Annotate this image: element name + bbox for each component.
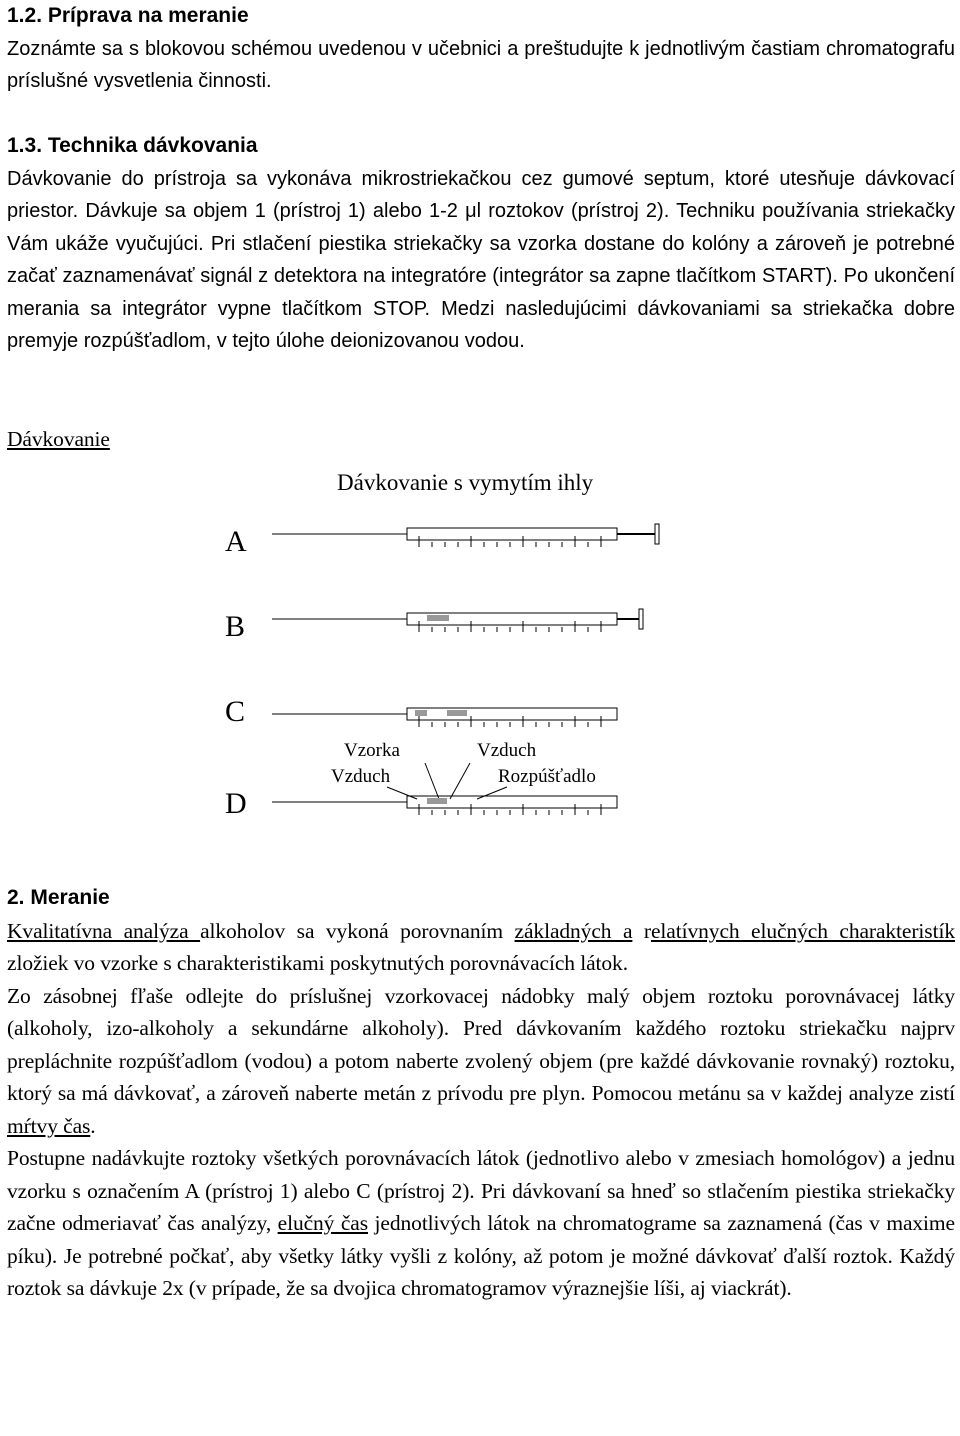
step-b-label: B: [225, 610, 246, 643]
measurement-p1-text-3: zložiek vo vzorke s charakteristikami poskytnutých porovnávacích látok.: [7, 951, 628, 975]
dosing-figure: [7, 423, 955, 863]
section-measurement: [7, 882, 955, 1305]
technique-sentence-3: Pri stlačení piestika striekačky sa vzorka dostane do kolóny a zároveň je potrebné začať zaznamenávať signál z detektora na integratóre (integrátor sa zapne tlačítkom START).: [7, 232, 956, 287]
measurement-p2-end: .: [90, 1113, 96, 1138]
measurement-p3-sentence-4: Je potrebné počkať, aby všetky látky vyšli z kolóny, až potom je možné dávkovať ďalší roztok.: [63, 1243, 893, 1268]
step-d-label: D: [225, 787, 247, 820]
syringe-diagram: [7, 423, 955, 863]
measurement-p3-sentence-1: Postupne nadávkujte roztoky všetkých porovnávacích látok (jednotlivo alebo v zmesiach homológov) a jednu vzorku s označením A (prístroj 1) alebo C (prístroj 2).: [7, 1146, 955, 1203]
heading-measurement: 2. Meranie: [7, 886, 110, 909]
term-qualitative-analysis: Kvalitatívna analýza: [7, 918, 201, 943]
measurement-p2-sentence-1: Zo zásobnej fľaše odlejte do príslušnej vzorkovacej nádobky malý objem roztoku porovnávacej látky (alkoholy, izo-alkoholy a sekundárne alkoholy).: [7, 983, 955, 1040]
section-preparation: [7, 0, 955, 98]
section-technique: [7, 130, 955, 358]
figure-title: Dávkovanie s vymytím ihly: [337, 470, 594, 495]
term-dead-time: mŕtvy čas: [7, 1113, 91, 1138]
syringe-c: [272, 708, 617, 727]
pointer-vzduch-right: [450, 763, 470, 799]
technique-sentence-5: Medzi nasledujúcimi dávkovaniami sa striekačka dobre premyje rozpúšťadlom, v tejto úlohe deionizovanou vodou.: [7, 297, 955, 352]
term-elution-time: elučný čas: [277, 1211, 369, 1235]
measurement-p3-sentence-5: Každý roztok sa dávkuje 2x (v prípade, že sa dvojica chromatogramov výraznejšie líši, aj viackrát).: [7, 1243, 955, 1300]
syringe-a: [272, 524, 659, 547]
pointer-vzorka: [425, 763, 439, 799]
label-vzduch-left: Vzduch: [331, 766, 391, 787]
measurement-p3-sentence-3: jednotlivých látok na chromatograme sa zaznamená (čas v maxime píku).: [7, 1211, 955, 1268]
term-basic: základných a: [514, 918, 633, 943]
label-vzduch-right: Vzduch: [477, 740, 537, 761]
label-rozpustadlo: Rozpúšťadlo: [498, 766, 596, 787]
heading-technique: 1.3. Technika dávkovania: [7, 134, 258, 157]
measurement-paragraph-3: [7, 1142, 955, 1305]
pointer-rozpustadlo: [477, 787, 507, 799]
measurement-p3-sentence-2: Pri dávkovaní sa hneď so stlačením piestika striekačky začne odmeriavať čas analýzy,: [7, 1178, 955, 1235]
syringe-b: [272, 609, 643, 632]
measurement-paragraph-2: [7, 980, 955, 1143]
measurement-p1-text-2: r: [632, 918, 651, 943]
technique-sentence-2: Dávkuje sa objem 1 (prístroj 1) alebo 1-2 μl roztokov (prístroj 2). Techniku používania striekačky Vám ukáže vyučujúci.: [7, 200, 955, 255]
measurement-p2-sentence-2: Pred dávkovaním každého roztoku striekačku najprv prepláchnite rozpúšťadlom (vodou) a potom naberte zvolený objem (pre každé dávkovanie rovnaký) roztoku, ktorý sa má dávkovať, a zároveň naberte metán z prívodu pre plyn.: [7, 1016, 955, 1105]
term-relative-elution: elatívnych elučných charakteristík: [650, 918, 955, 943]
syringe-d: [272, 796, 617, 815]
technique-sentence-4: Po ukončení merania sa integrátor vypne tlačítkom STOP.: [7, 265, 955, 320]
technique-text: [7, 163, 955, 358]
label-vzorka: Vzorka: [344, 740, 400, 761]
pointer-vzduch-left: [387, 787, 417, 799]
technique-sentence-1: Dávkovanie do prístroja sa vykonáva mikrostriekačkou cez gumové septum, ktoré utesňuje dávkovací priestor.: [7, 167, 955, 222]
step-a-label: A: [225, 525, 247, 558]
measurement-p2-sentence-3: Pomocou metánu sa v každej analyze zistí: [591, 1081, 955, 1105]
heading-preparation: 1.2. Príprava na meranie: [7, 4, 249, 27]
measurement-paragraph-1: [7, 915, 955, 980]
step-c-label: C: [225, 695, 246, 728]
measurement-p1-text-1: alkoholov sa vykoná porovnaním: [200, 918, 515, 943]
figure-caption: Dávkovanie: [7, 427, 110, 451]
preparation-text: Zoznámte sa s blokovou schémou uvedenou v učebnici a preštudujte k jednotlivým častiam chromatografu príslušné vysvetlenia činnosti.: [7, 37, 955, 92]
